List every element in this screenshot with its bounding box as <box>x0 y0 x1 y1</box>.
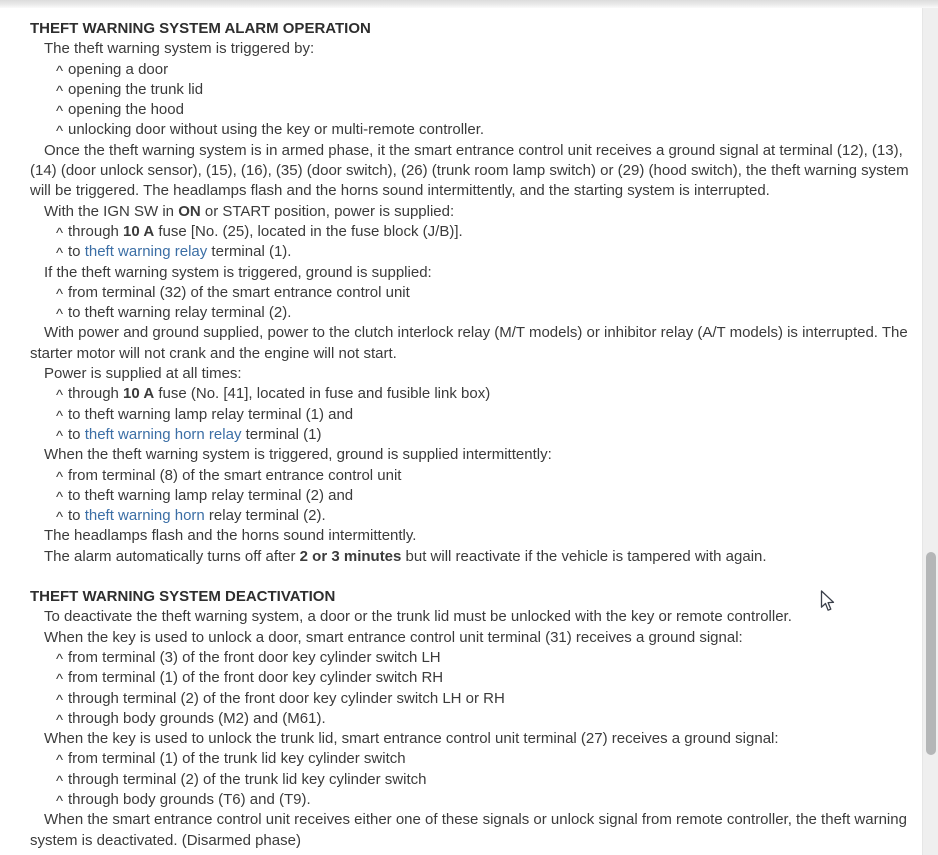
text-run: to theft warning lamp relay terminal (2) and <box>68 486 354 504</box>
bullet-marker-icon: ^ <box>56 671 64 689</box>
paragraph <box>30 323 910 364</box>
text-run: through terminal (2) of the trunk lid key cylinder switch <box>68 770 427 788</box>
bullet-item <box>30 120 910 140</box>
bullet-text <box>68 243 291 260</box>
section-heading: THEFT WARNING SYSTEM DEACTIVATION <box>30 588 336 606</box>
bullet-item <box>30 689 910 709</box>
paragraph <box>30 526 910 546</box>
bullet-marker-icon: ^ <box>56 691 64 709</box>
section-heading: THEFT WARNING SYSTEM ALARM OPERATION <box>30 20 371 37</box>
bullet-text <box>68 406 353 423</box>
text-run: When the theft warning system is triggered, ground is supplied intermittently: <box>44 446 552 464</box>
text-run: to <box>68 243 85 261</box>
bullet-text <box>68 649 441 666</box>
paragraph <box>30 364 910 384</box>
bullet-item <box>30 303 910 323</box>
text-run: through body grounds (T6) and (T9). <box>68 790 311 808</box>
paragraph <box>30 547 910 567</box>
bullet-marker-icon: ^ <box>56 123 64 141</box>
bullet-text <box>68 467 401 484</box>
bullet-item <box>30 668 910 688</box>
text-run: from terminal (32) of the smart entrance control unit <box>68 283 410 301</box>
bullet-marker-icon: ^ <box>56 103 64 121</box>
section-1 <box>30 587 910 851</box>
bullet-item <box>30 384 910 404</box>
bullet-item <box>30 749 910 769</box>
bullet-text <box>68 710 326 727</box>
text-run: from terminal (1) of the trunk lid key cylinder switch <box>68 750 406 768</box>
bullet-item <box>30 80 910 100</box>
theft-warning-relay-link[interactable]: theft warning relay <box>84 243 208 261</box>
bullet-item <box>30 242 910 262</box>
bullet-marker-icon: ^ <box>56 509 64 527</box>
bullet-marker-icon: ^ <box>56 387 64 405</box>
paragraph <box>30 141 910 202</box>
text-run: from terminal (8) of the smart entrance control unit <box>68 466 402 484</box>
text-run: to theft warning relay terminal (2). <box>68 304 292 322</box>
paragraph <box>30 729 910 749</box>
text-run: through <box>68 222 124 240</box>
paragraph <box>30 445 910 465</box>
paragraph <box>30 202 910 222</box>
text-run: to <box>68 425 85 443</box>
bullet-item <box>30 506 910 526</box>
text-run: opening the trunk lid <box>68 80 204 98</box>
vertical-scrollbar-track[interactable] <box>922 8 938 855</box>
text-run: With the IGN SW in <box>44 202 179 220</box>
bullet-text <box>68 791 311 808</box>
bold-text: 10 A <box>123 385 155 403</box>
bullet-text <box>68 426 321 443</box>
text-run: The alarm automatically turns off after <box>44 547 300 565</box>
bullet-marker-icon: ^ <box>56 650 64 668</box>
bullet-text <box>68 121 484 138</box>
bullet-item <box>30 709 910 729</box>
text-run: With power and ground supplied, power to the clutch interlock relay (M/T models) or inhibitor relay (A/T models) is interrupted. The starter motor will not crank and the engine will not start. <box>30 324 908 362</box>
theft-warning-horn-link[interactable]: theft warning horn <box>84 507 205 525</box>
text-run: opening the hood <box>68 101 184 119</box>
bullet-marker-icon: ^ <box>56 82 64 100</box>
bullet-text <box>68 385 490 402</box>
top-toolbar-shadow <box>0 0 938 8</box>
bullet-marker-icon: ^ <box>56 792 64 810</box>
bullet-item <box>30 466 910 486</box>
section-0 <box>30 19 910 567</box>
text-run: from terminal (1) of the front door key cylinder switch RH <box>68 669 444 687</box>
bullet-text <box>68 487 353 504</box>
bullet-item <box>30 425 910 445</box>
bullet-text <box>68 223 463 240</box>
text-run: to theft warning lamp relay terminal (1) and <box>68 405 354 423</box>
text-run: through <box>68 385 124 403</box>
bullet-marker-icon: ^ <box>56 752 64 770</box>
bullet-item <box>30 770 910 790</box>
bullet-text <box>68 669 443 686</box>
text-run: relay terminal (2). <box>204 507 326 525</box>
text-run: The headlamps flash and the horns sound intermittently. <box>44 527 417 545</box>
paragraph <box>30 810 910 851</box>
bullet-marker-icon: ^ <box>56 245 64 263</box>
bullet-item <box>30 60 910 80</box>
bullet-item <box>30 486 910 506</box>
bullet-item <box>30 283 910 303</box>
bullet-text <box>68 507 326 524</box>
document-body <box>0 8 922 851</box>
bullet-text <box>68 81 203 98</box>
bold-text: 2 or 3 minutes <box>299 547 402 565</box>
paragraph <box>30 607 910 627</box>
bullet-item <box>30 100 910 120</box>
bullet-marker-icon: ^ <box>56 468 64 486</box>
text-run: The theft warning system is triggered by: <box>44 40 315 58</box>
text-run: through terminal (2) of the front door key cylinder switch LH or RH <box>68 689 505 707</box>
text-run: from terminal (3) of the front door key cylinder switch LH <box>68 648 441 666</box>
text-run: through body grounds (M2) and (M61). <box>68 709 326 727</box>
text-run: fuse [No. (25), located in the fuse block (J/B)]. <box>154 222 463 240</box>
text-run: When the key is used to unlock a door, smart entrance control unit terminal (31) receives a ground signal: <box>44 628 743 646</box>
bold-text: 10 A <box>123 222 155 240</box>
text-run: Power is supplied at all times: <box>44 365 242 383</box>
bullet-marker-icon: ^ <box>56 488 64 506</box>
bullet-marker-icon: ^ <box>56 306 64 324</box>
text-run: to <box>68 507 85 525</box>
bullet-text <box>68 750 406 767</box>
text-run: but will reactivate if the vehicle is tampered with again. <box>401 547 767 565</box>
bullet-item <box>30 405 910 425</box>
bullet-text <box>68 61 168 78</box>
text-run: terminal (1) <box>241 425 322 443</box>
bullet-item <box>30 222 910 242</box>
text-run: To deactivate the theft warning system, a door or the trunk lid must be unlocked with the key or remote controller. <box>44 608 792 626</box>
bullet-text <box>68 101 184 118</box>
text-run: or START position, power is supplied: <box>200 202 455 220</box>
bullet-marker-icon: ^ <box>56 62 64 80</box>
theft-warning-horn-relay-link[interactable]: theft warning horn relay <box>84 425 242 443</box>
text-run: If the theft warning system is triggered, ground is supplied: <box>44 263 432 281</box>
bullet-marker-icon: ^ <box>56 772 64 790</box>
text-run: unlocking door without using the key or multi-remote controller. <box>68 121 485 139</box>
bullet-text <box>68 771 426 788</box>
bullet-marker-icon: ^ <box>56 427 64 445</box>
text-run: Once the theft warning system is in armed phase, it the smart entrance control unit receives a ground signal at terminal (12), (13), (14) (door unlock sensor), (15), (16), (35) (door switch), (26) (trunk room lamp switch) or (29) (hood switch), the theft warning system will be triggered. The headlamps flash and the horns sound intermittently, and the starting system is interrupted. <box>30 141 909 200</box>
paragraph <box>30 263 910 283</box>
paragraph <box>30 39 910 59</box>
text-run: fuse (No. [41], located in fuse and fusible link box) <box>154 385 491 403</box>
bullet-item <box>30 648 910 668</box>
bullet-marker-icon: ^ <box>56 407 64 425</box>
bold-text: ON <box>178 202 201 220</box>
bullet-marker-icon: ^ <box>56 711 64 729</box>
vertical-scrollbar-thumb[interactable] <box>926 552 936 755</box>
text-run: terminal (1). <box>207 243 292 261</box>
bullet-text <box>68 690 505 707</box>
text-run: When the smart entrance control unit receives either one of these signals or unlock signal from remote controller, the theft warning system is deactivated. (Disarmed phase) <box>30 811 907 849</box>
text-run: opening a door <box>68 60 169 78</box>
paragraph <box>30 628 910 648</box>
bullet-item <box>30 790 910 810</box>
bullet-marker-icon: ^ <box>56 285 64 303</box>
bullet-text <box>68 284 410 301</box>
bullet-marker-icon: ^ <box>56 224 64 242</box>
bullet-text <box>68 304 291 321</box>
text-run: When the key is used to unlock the trunk lid, smart entrance control unit terminal (27) receives a ground signal: <box>44 730 779 748</box>
